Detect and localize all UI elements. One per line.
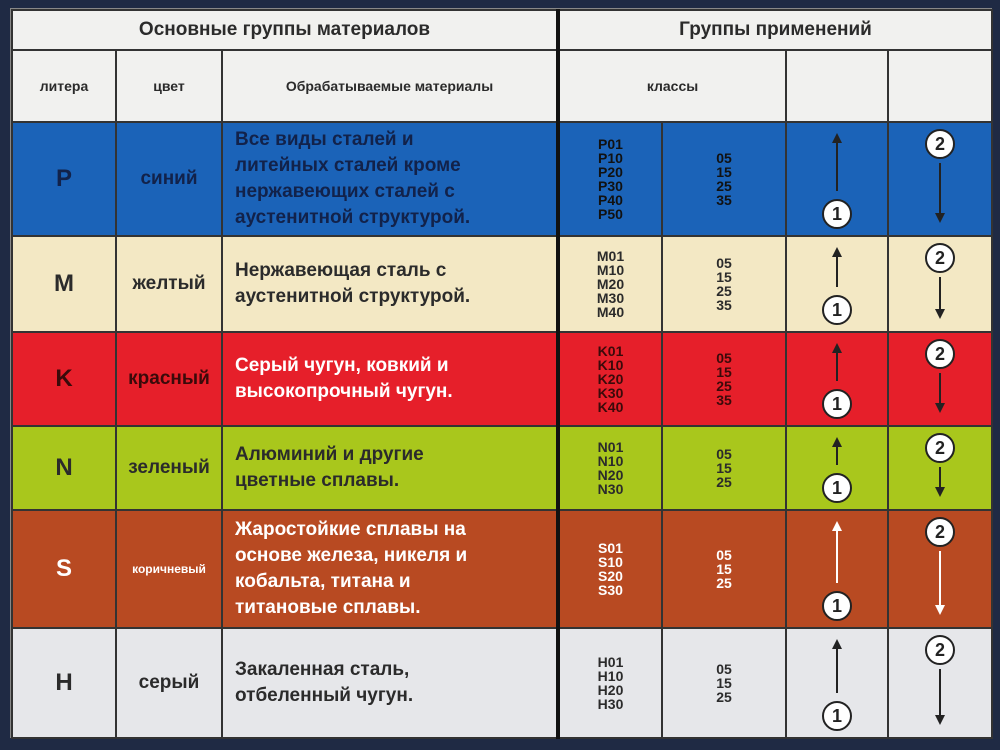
material-color-name: коричневый — [116, 510, 222, 628]
class-code: K20 — [597, 371, 624, 387]
material-codes — [558, 332, 662, 426]
material-line: Все виды сталей и — [235, 129, 414, 150]
subclass-number: 25 — [716, 689, 732, 705]
material-line: Серый чугун, ковкий и — [235, 355, 449, 376]
material-color-name: красный — [116, 332, 222, 426]
material-line: основе железа, никеля и — [235, 545, 468, 566]
material-line: Алюминий и другие — [235, 444, 424, 465]
class-code: M30 — [596, 290, 625, 306]
circle-two-icon: 2 — [925, 339, 955, 369]
header-empty-2 — [888, 50, 992, 122]
subclass-number: 25 — [716, 378, 732, 394]
class-code: M01 — [596, 248, 625, 264]
material-line: кобальта, титана и — [235, 571, 411, 592]
arrow-down-icon — [939, 551, 941, 607]
circle-one-icon: 1 — [822, 295, 852, 325]
material-line: высокопрочный чугун. — [235, 381, 453, 402]
circle-one-icon: 1 — [822, 473, 852, 503]
material-subclasses — [662, 510, 786, 628]
arrow-up-icon — [836, 529, 838, 583]
material-codes — [558, 426, 662, 510]
material-description — [222, 122, 558, 236]
material-subclasses — [662, 122, 786, 236]
circle-one-icon: 1 — [822, 199, 852, 229]
circle-two-icon: 2 — [925, 517, 955, 547]
subclass-number: 05 — [716, 255, 732, 271]
class-code: K01 — [597, 343, 624, 359]
circle-one-icon: 1 — [822, 701, 852, 731]
circle-one-icon: 1 — [822, 591, 852, 621]
subclass-number: 35 — [716, 192, 732, 208]
subclass-number: 15 — [716, 269, 732, 285]
class-code: M40 — [596, 304, 625, 320]
arrow-up-icon — [836, 647, 838, 693]
material-codes — [558, 236, 662, 332]
material-line: отбеленный чугун. — [235, 685, 414, 706]
material-row-m — [12, 236, 992, 332]
arrow-down-icon — [939, 467, 941, 489]
arrow-up-icon — [836, 141, 838, 191]
toughness-arrow-cell — [786, 236, 888, 332]
wear-arrow-cell — [888, 628, 992, 738]
material-row-p — [12, 122, 992, 236]
wear-arrow-cell — [888, 236, 992, 332]
material-codes — [558, 628, 662, 738]
header-empty-1 — [786, 50, 888, 122]
subclass-number: 35 — [716, 297, 732, 313]
subclass-number: 15 — [716, 164, 732, 180]
material-line: цветные сплавы. — [235, 470, 400, 491]
material-row-k — [12, 332, 992, 426]
subclass-number: 15 — [716, 561, 732, 577]
arrow-up-icon — [836, 255, 838, 287]
toughness-arrow-cell — [786, 510, 888, 628]
material-line: аустенитной структурой. — [235, 286, 471, 307]
class-code: S20 — [598, 568, 623, 584]
class-code: N20 — [597, 467, 624, 483]
subclass-number: 05 — [716, 150, 732, 166]
material-codes — [558, 122, 662, 236]
class-code: M10 — [596, 262, 625, 278]
material-description — [222, 332, 558, 426]
subclass-number: 15 — [716, 364, 732, 380]
class-code: K30 — [597, 385, 624, 401]
class-code: P40 — [598, 192, 623, 208]
material-description — [222, 426, 558, 510]
toughness-arrow-cell — [786, 628, 888, 738]
material-color-name: желтый — [116, 236, 222, 332]
class-code: S10 — [598, 554, 623, 570]
material-row-n — [12, 426, 992, 510]
material-subclasses — [662, 426, 786, 510]
material-subclasses — [662, 236, 786, 332]
material-subclasses — [662, 332, 786, 426]
material-description — [222, 236, 558, 332]
material-color-name: серый — [116, 628, 222, 738]
material-letter: P — [12, 122, 116, 236]
iso-material-groups-sheet — [10, 8, 992, 738]
subclass-number: 25 — [716, 575, 732, 591]
circle-one-icon: 1 — [822, 389, 852, 419]
circle-two-icon: 2 — [925, 635, 955, 665]
arrow-down-icon — [939, 669, 941, 717]
arrow-down-icon — [939, 373, 941, 405]
subclass-number: 25 — [716, 283, 732, 299]
material-row-s — [12, 510, 992, 628]
material-line: нержавеющих сталей с — [235, 181, 455, 202]
arrow-down-icon — [939, 277, 941, 311]
material-description — [222, 628, 558, 738]
toughness-arrow-cell — [786, 122, 888, 236]
header-materials: Обрабатываемые материалы — [222, 50, 558, 122]
class-code: P30 — [598, 178, 623, 194]
material-line: аустенитной структурой. — [235, 207, 471, 228]
material-color-name: синий — [116, 122, 222, 236]
material-line: Закаленная сталь, — [235, 659, 410, 680]
class-code: P10 — [598, 150, 623, 166]
toughness-arrow-cell — [786, 332, 888, 426]
circle-two-icon: 2 — [925, 129, 955, 159]
material-line: Нержавеющая сталь с — [235, 260, 447, 281]
subclass-number: 25 — [716, 178, 732, 194]
class-code: S01 — [598, 540, 623, 556]
subclass-number: 15 — [716, 675, 732, 691]
class-code: H01 — [597, 654, 624, 670]
material-line: Жаростойкие сплавы на — [235, 519, 466, 540]
material-line: титановые сплавы. — [235, 597, 421, 618]
material-codes — [558, 510, 662, 628]
wear-arrow-cell — [888, 510, 992, 628]
header-material-groups: Основные группы материалов — [12, 10, 558, 50]
material-letter: H — [12, 628, 116, 738]
circle-two-icon: 2 — [925, 433, 955, 463]
class-code: H10 — [597, 668, 624, 684]
class-code: H30 — [597, 696, 624, 712]
class-code: P01 — [598, 136, 623, 152]
wear-arrow-cell — [888, 426, 992, 510]
class-code: N30 — [597, 481, 624, 497]
wear-arrow-cell — [888, 122, 992, 236]
subclass-number: 35 — [716, 392, 732, 408]
wear-arrow-cell — [888, 332, 992, 426]
arrow-up-icon — [836, 351, 838, 381]
material-description — [222, 510, 558, 628]
material-letter: N — [12, 426, 116, 510]
subclass-number: 05 — [716, 446, 732, 462]
material-color-name: зеленый — [116, 426, 222, 510]
material-line: литейных сталей кроме — [235, 155, 461, 176]
class-code: N10 — [597, 453, 624, 469]
material-letter: M — [12, 236, 116, 332]
material-subclasses — [662, 628, 786, 738]
material-groups-table — [11, 9, 993, 739]
class-code: K10 — [597, 357, 624, 373]
header-application-groups: Группы применений — [558, 10, 992, 50]
material-row-h — [12, 628, 992, 738]
material-letter: K — [12, 332, 116, 426]
toughness-arrow-cell — [786, 426, 888, 510]
material-letter: S — [12, 510, 116, 628]
class-code: K40 — [597, 399, 624, 415]
class-code: M20 — [596, 276, 625, 292]
header-color: цвет — [116, 50, 222, 122]
header-classes: классы — [558, 50, 786, 122]
arrow-up-icon — [836, 445, 838, 465]
class-code: P50 — [598, 206, 623, 222]
class-code: P20 — [598, 164, 623, 180]
subclass-number: 25 — [716, 474, 732, 490]
class-code: S30 — [598, 582, 623, 598]
subclass-number: 15 — [716, 460, 732, 476]
subclass-number: 05 — [716, 350, 732, 366]
class-code: H20 — [597, 682, 624, 698]
subclass-number: 05 — [716, 547, 732, 563]
header-letter: литера — [12, 50, 116, 122]
arrow-down-icon — [939, 163, 941, 215]
circle-two-icon: 2 — [925, 243, 955, 273]
subclass-number: 05 — [716, 661, 732, 677]
class-code: N01 — [597, 439, 624, 455]
